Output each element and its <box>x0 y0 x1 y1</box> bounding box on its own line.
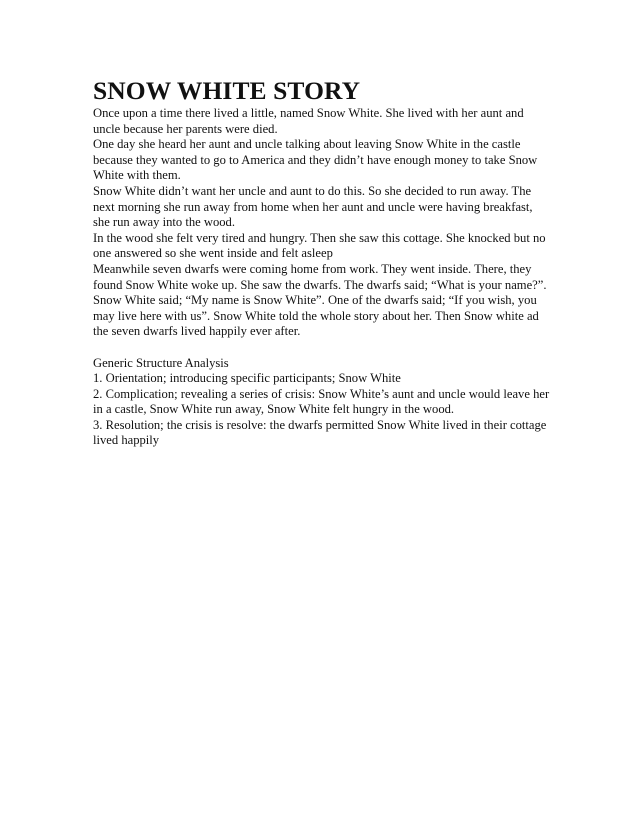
paragraph-spacer <box>93 340 551 356</box>
analysis-heading: Generic Structure Analysis <box>93 355 229 370</box>
analysis-item-2: 2. Complication; revealing a series of crisis: Snow White’s aunt and uncle would leave her in a castle, Snow White run away, Snow White felt hungry in the wood. <box>93 386 550 417</box>
document-body <box>93 106 551 449</box>
story-paragraph-5: Meanwhile seven dwarfs were coming home from work. They went inside. There, they found Snow White woke up. She saw the dwarfs. The dwarfs said; “What is your name?”. Snow White said; “My name is Snow White”. One of the dwarfs said; “If you wish, you may live here with us”. Snow White told the whole story about her. Then Snow white ad the seven dwarfs lived happily ever after. <box>93 261 547 339</box>
story-paragraph-2: One day she heard her aunt and uncle talking about leaving Snow White in the castle because they wanted to go to America and they didn’t have enough money to take Snow White with them. <box>93 137 538 183</box>
analysis-item-3: 3. Resolution; the crisis is resolve: the dwarfs permitted Snow White lived in their cottage lived happily <box>93 417 547 448</box>
analysis-item-1: 1. Orientation; introducing specific participants; Snow White <box>93 371 401 386</box>
document-title: SNOW WHITE STORY <box>93 76 361 105</box>
document-page <box>93 76 551 449</box>
story-paragraph-4: In the wood she felt very tired and hungry. Then she saw this cottage. She knocked but no one answered so she went inside and felt asleep <box>93 230 546 261</box>
story-paragraph-1: Once upon a time there lived a little, named Snow White. She lived with her aunt and uncle because her parents were died. <box>93 106 524 136</box>
story-paragraph-3: Snow White didn’t want her uncle and aunt to do this. So she decided to run away. The next morning she run away from home when her aunt and uncle were having breakfast, she run away into the wood. <box>93 183 533 230</box>
